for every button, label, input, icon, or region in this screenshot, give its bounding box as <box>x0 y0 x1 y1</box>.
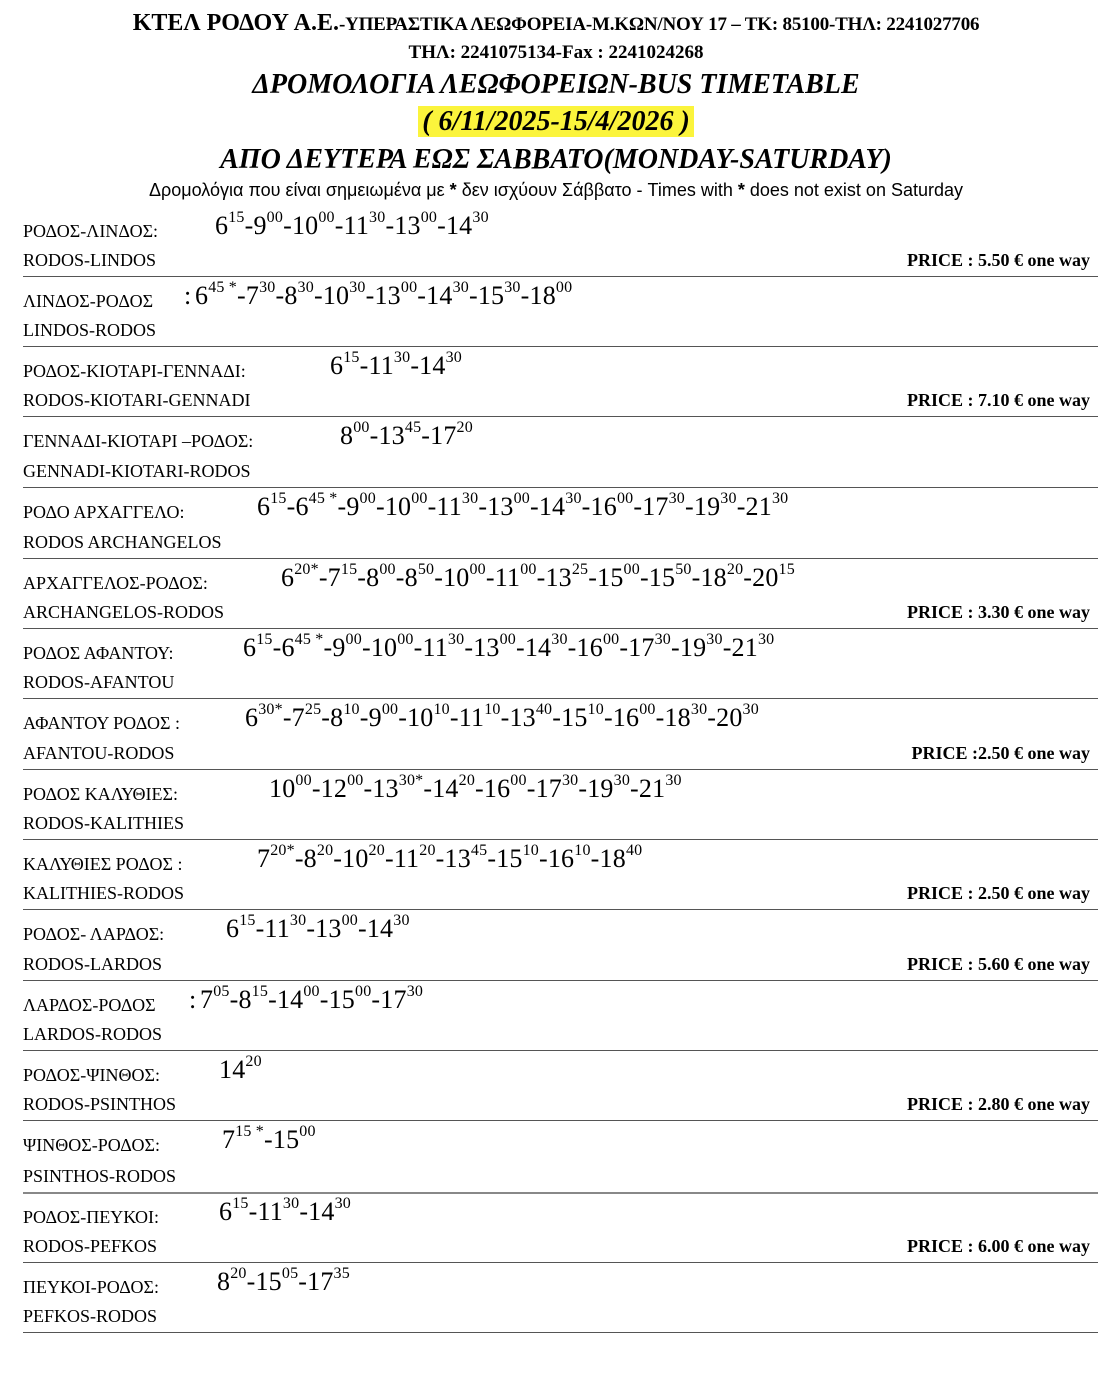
route-row <box>23 277 1098 347</box>
departure-minutes: 45 <box>470 842 488 859</box>
departure-hour: 7 <box>245 281 260 310</box>
departure-times: $6^{15}-11^{30}-13^{00}-14^{30}$ <box>226 912 410 943</box>
departure-times: $6^{20*}-7^{15}-8^{00}-8^{50}-10^{00}-11^{00}-13^{25}-15^{00}-15^{50}-18^{20}-20^{15}$ <box>281 561 795 592</box>
route-name-greek: ΡΟΔΟΣ ΚΑΛΥΘΙΕΣ: <box>23 784 178 804</box>
departure-minutes: 15 <box>251 983 269 1000</box>
departure-minutes: 05 <box>281 1265 299 1282</box>
route-name-english: KALITHIES-RODOS <box>23 883 184 903</box>
departure-minutes: 30 <box>706 631 723 648</box>
route-name-english: AFANTOU-RODOS <box>23 743 175 763</box>
departure-minutes: 30 <box>289 912 307 929</box>
departure-minutes: 50 <box>675 561 692 578</box>
route-name-greek: ΡΟΔΟ ΑΡΧΑΓΓΕΛΟ: <box>23 502 185 522</box>
route-name-greek: ΨΙΝΘΟΣ-ΡΟΔΟΣ: <box>23 1135 161 1155</box>
departure-hour: 17 <box>430 421 457 450</box>
departure-hour: 8 <box>330 703 344 732</box>
departure-hour: 13 <box>378 421 405 450</box>
departure-minutes: 00 <box>299 1123 316 1140</box>
departure-minutes: 30 <box>452 279 469 296</box>
departure-hour: 18 <box>529 281 556 310</box>
departure-hour: 6 <box>281 633 295 662</box>
departure-hour: 21 <box>745 492 772 521</box>
departure-hour: 11 <box>264 914 290 943</box>
departure-hour: 15 <box>561 703 588 732</box>
departure-hour: 9 <box>368 703 382 732</box>
route-name-english: RODOS-PEFKOS <box>23 1236 158 1256</box>
departure-minutes: 30 <box>757 631 775 648</box>
departure-hour: 15 <box>648 563 676 592</box>
route-name-english: PSINTHOS-RODOS <box>23 1166 177 1186</box>
departure-hour: 18 <box>599 844 626 873</box>
departure-hour: 17 <box>380 985 407 1014</box>
departure-hour: 16 <box>576 633 603 662</box>
departure-hour: 8 <box>284 281 298 310</box>
departure-hour: 13 <box>372 774 399 803</box>
departure-minutes: 30 <box>665 772 682 789</box>
departure-times: $6^{45 *}-7^{30}-8^{30}-10^{30}-13^{00}-14^{30}-15^{30}-18^{00}$ <box>195 279 573 310</box>
departure-minutes: 00 <box>381 701 399 718</box>
departure-minutes: 30 <box>771 490 789 507</box>
route-name-english: RODOS-KIOTARI-GENNADI <box>23 390 251 410</box>
departure-hour: 11 <box>257 1197 283 1226</box>
departure-minutes: 00 <box>295 772 312 789</box>
departure-hour: 19 <box>587 774 614 803</box>
departure-minutes: 00 <box>345 631 362 648</box>
departure-hour: 6 <box>257 492 271 521</box>
departure-minutes: 30 <box>720 490 737 507</box>
departure-hour: 10 <box>269 774 296 803</box>
note-part-a: Δρομολόγια που είναι σημειωμένα με <box>148 180 450 200</box>
route-name-greek: ΡΟΔΟΣ-ΠΕΥΚΟΙ: <box>23 1207 160 1227</box>
validity-period <box>0 106 1112 138</box>
departure-minutes: 00 <box>347 772 364 789</box>
departure-hour: 7 <box>327 563 341 592</box>
departure-minutes: 00 <box>623 561 640 578</box>
departure-minutes: 20 <box>458 772 476 789</box>
departure-hour: 8 <box>340 421 354 450</box>
departure-hour: 6 <box>215 211 229 240</box>
departure-minutes: 15 * <box>235 1123 265 1140</box>
departure-minutes: 15 <box>340 561 358 578</box>
note-part-b: δεν ισχύουν Σάββατο - Times with <box>456 180 738 200</box>
departure-times: $8^{00}-13^{45}-17^{20}$ <box>340 419 473 450</box>
departure-hour: 14 <box>432 774 459 803</box>
departure-hour: 14 <box>538 492 566 521</box>
departure-hour: 14 <box>426 281 453 310</box>
departure-hour: 11 <box>343 211 370 240</box>
departure-minutes: 00 <box>359 490 376 507</box>
departure-hour: 13 <box>444 844 471 873</box>
departure-hour: 18 <box>700 563 727 592</box>
departure-hour: 14 <box>308 1197 335 1226</box>
departure-minutes: 10 <box>433 701 450 718</box>
departure-times: $10^{00}-12^{00}-13^{30*}-14^{20}-16^{00}-17^{30}-19^{30}-21^{30}$ <box>269 772 682 803</box>
departure-minutes: 30 <box>393 349 411 366</box>
route-name-greek: ΡΟΔΟΣ- ΛΑΡΔΟΣ: <box>23 924 165 944</box>
departure-hour: 21 <box>731 633 758 662</box>
departure-hour: 8 <box>366 563 380 592</box>
company-details: -ΥΠΕΡΑΣΤΙΚΑ ΛΕΩΦΟΡΕΙΑ-Μ.ΚΩΝ/ΝΟΥ 17 – ΤΚ: 85100-ΤΗΛ: 2241027706 <box>338 14 980 35</box>
departure-minutes: 30 <box>472 209 489 226</box>
departure-hour: 8 <box>404 563 418 592</box>
departure-minutes: 20* <box>270 842 295 859</box>
route-row <box>23 840 1098 910</box>
route-price: PRICE : 5.60 € one way <box>907 954 1090 974</box>
departure-hour: 9 <box>332 633 346 662</box>
departure-minutes: 30 <box>393 912 410 929</box>
departure-minutes: 00 <box>303 983 320 1000</box>
route-price: PRICE : 5.50 € one way <box>907 250 1090 270</box>
departure-minutes: 40 <box>625 842 643 859</box>
departure-hour: 17 <box>535 774 562 803</box>
departure-minutes: 25 <box>571 561 589 578</box>
departure-hour: 13 <box>315 914 342 943</box>
note-star: * <box>737 180 745 200</box>
departure-minutes: 15 <box>228 209 245 226</box>
departure-hour: 14 <box>219 1055 246 1084</box>
departure-minutes: 00 <box>318 209 335 226</box>
departure-hour: 11 <box>422 633 448 662</box>
route-row <box>23 1051 1098 1121</box>
departure-minutes: 20 <box>316 842 334 859</box>
departure-minutes: 15 <box>270 490 287 507</box>
departure-minutes: 30 <box>565 490 582 507</box>
departure-hour: 16 <box>547 844 575 873</box>
departure-minutes: 00 <box>639 701 656 718</box>
departure-hour: 13 <box>545 563 572 592</box>
departure-times: $6^{15}-11^{30}-14^{30}$ <box>219 1195 351 1226</box>
route-row <box>23 910 1098 981</box>
departure-hour: 20 <box>716 703 743 732</box>
route-name-english: GENNADI-KIOTARI-RODOS <box>23 461 251 481</box>
route-name-english: LINDOS-RODOS <box>23 320 157 340</box>
note-part-c: does not exist on Saturday <box>744 180 963 200</box>
departure-hour: 9 <box>346 492 360 521</box>
departure-minutes: 00 <box>616 490 634 507</box>
route-row <box>23 1263 1098 1333</box>
departure-hour: 6 <box>226 914 240 943</box>
departure-hour: 14 <box>419 351 446 380</box>
route-name-english: ARCHANGELOS-RODOS <box>23 602 225 622</box>
departure-minutes: 15 <box>256 631 273 648</box>
departure-hour: 7 <box>222 1125 236 1154</box>
departure-minutes: 30 <box>447 631 465 648</box>
departure-minutes: 45 * <box>308 490 338 507</box>
route-colon: : <box>189 985 197 1014</box>
route-name-greek: ΑΦΑΝΤΟΥ ΡΟΔΟΣ : <box>23 713 180 733</box>
route-name-english: RODOS ARCHANGELOS <box>23 532 222 552</box>
departure-times: $6^{30*}-7^{25}-8^{10}-9^{00}-10^{10}-11^{10}-13^{40}-15^{10}-16^{00}-18^{30}-20^{30}$ <box>245 701 759 732</box>
departure-hour: 6 <box>219 1197 233 1226</box>
departure-minutes: 00 <box>411 490 428 507</box>
saturday-note <box>0 180 1112 201</box>
departure-minutes: 20* <box>294 561 319 578</box>
route-name-english: PEFKOS-RODOS <box>23 1306 158 1326</box>
route-row <box>23 699 1098 770</box>
departure-minutes: 00 <box>513 490 530 507</box>
departure-hour: 19 <box>679 633 707 662</box>
timetable-title: ΔΡΟΜΟΛΟΓΙΑ ΛΕΩΦΟΡΕΙΩΝ-BUS TIMETABLE <box>252 69 860 100</box>
validity-period-highlight: ( 6/11/2025-15/4/2026 ) <box>418 106 694 137</box>
route-row <box>23 981 1098 1051</box>
route-row <box>23 488 1098 559</box>
departure-hour: 15 <box>328 985 356 1014</box>
departure-hour: 15 <box>477 281 505 310</box>
route-row <box>23 1193 1098 1263</box>
departure-hour: 16 <box>612 703 640 732</box>
route-row <box>23 559 1098 629</box>
route-row <box>23 347 1098 417</box>
route-name-english: RODOS-LARDOS <box>23 954 163 974</box>
departure-minutes: 30* <box>398 772 424 789</box>
departure-hour: 7 <box>291 703 305 732</box>
departure-hour: 13 <box>473 633 500 662</box>
route-row <box>23 629 1098 699</box>
departure-times: $7^{05}-8^{15}-14^{00}-15^{00}-17^{30}$ <box>200 983 424 1014</box>
departure-times: $6^{15}-11^{30}-14^{30}$ <box>330 349 462 380</box>
departure-hour: 14 <box>366 914 394 943</box>
departure-hour: 21 <box>638 774 666 803</box>
departure-hour: 13 <box>374 281 401 310</box>
departure-minutes: 05 <box>213 983 230 1000</box>
departure-hour: 6 <box>245 703 259 732</box>
departure-hour: 10 <box>384 492 412 521</box>
departure-minutes: 30 <box>282 1195 300 1212</box>
route-name-greek: ΚΑΛΥΘΙΕΣ ΡΟΔΟΣ : <box>23 854 183 874</box>
route-name-english: RODOS-PSINTHOS <box>23 1094 177 1114</box>
departure-minutes: 20 <box>230 1265 247 1282</box>
route-price: PRICE : 2.80 € one way <box>907 1094 1090 1114</box>
company-name: ΚΤΕΛ ΡΟΔΟΥ Α.Ε. <box>132 10 339 36</box>
departure-minutes: 20 <box>419 842 436 859</box>
departure-minutes: 30 <box>406 983 424 1000</box>
route-name-greek: ΛΑΡΔΟΣ-ΡΟΔΟΣ <box>23 995 156 1015</box>
departure-minutes: 00 <box>353 419 370 436</box>
departure-minutes: 10 <box>484 701 501 718</box>
departure-hour: 11 <box>368 351 394 380</box>
departure-minutes: 35 <box>333 1265 350 1282</box>
route-name-greek: ΛΙΝΔΟΣ-ΡΟΔΟΣ <box>23 291 154 311</box>
departure-minutes: 30 <box>690 701 708 718</box>
departure-minutes: 50 <box>417 561 435 578</box>
departure-minutes: 00 <box>510 772 527 789</box>
route-name-greek: ΡΟΔΟΣ-ΨΙΝΘΟΣ: <box>23 1065 161 1085</box>
departure-hour: 11 <box>436 492 462 521</box>
departure-hour: 7 <box>200 985 214 1014</box>
departure-hour: 6 <box>295 492 309 521</box>
departure-minutes: 00 <box>499 631 516 648</box>
departure-minutes: 30 <box>742 701 759 718</box>
departure-minutes: 00 <box>266 209 284 226</box>
departure-times <box>219 1055 262 1085</box>
departure-minutes: 20 <box>456 419 473 436</box>
departure-hour: 18 <box>664 703 691 732</box>
departure-minutes: 00 <box>379 561 396 578</box>
departure-minutes: 30 <box>613 772 631 789</box>
company-header <box>0 10 1112 37</box>
route-name-greek: ΓΕΝΝΑΔΙ-ΚΙΟΤΑΡΙ –ΡΟΔΟΣ: <box>23 431 254 451</box>
departure-minutes: 00 <box>469 561 486 578</box>
departure-hour: 6 <box>330 351 344 380</box>
departure-minutes: 30 <box>297 279 314 296</box>
departure-minutes: 45 <box>404 419 422 436</box>
route-row <box>23 207 1098 277</box>
departure-minutes: 30 <box>369 209 386 226</box>
departure-times: $7^{15 *}-15^{00}$ <box>222 1123 316 1154</box>
departure-minutes: 00 <box>400 279 418 296</box>
departure-hour: 11 <box>393 844 420 873</box>
departure-hour: 10 <box>342 844 369 873</box>
route-name-greek: ΡΟΔΟΣ-ΛΙΝΔΟΣ: <box>23 221 159 241</box>
route-name-english: RODOS-LINDOS <box>23 250 157 270</box>
departure-hour: 6 <box>243 633 257 662</box>
departure-minutes: 00 <box>602 631 620 648</box>
departure-hour: 17 <box>642 492 669 521</box>
departure-minutes: 30 <box>349 279 366 296</box>
route-name-greek: ΡΟΔΟΣ ΑΦΑΝΤΟΥ: <box>23 643 174 663</box>
departure-minutes: 00 <box>397 631 414 648</box>
route-price: PRICE : 2.50 € one way <box>907 883 1090 903</box>
departure-hour: 12 <box>320 774 348 803</box>
departure-minutes: 30 <box>668 490 686 507</box>
departure-minutes: 30 <box>654 631 672 648</box>
departure-times: $6^{15}-6^{45 *}-9^{00}-10^{00}-11^{30}-13^{00}-14^{30}-16^{00}-17^{30}-19^{30}-21^{30}$ <box>257 490 789 521</box>
departure-minutes: 10 <box>343 701 360 718</box>
departure-hour: 15 <box>255 1267 282 1296</box>
departure-hour: 17 <box>628 633 655 662</box>
departure-times: $8^{20}-15^{05}-17^{35}$ <box>217 1265 350 1296</box>
departure-times: $6^{15}-6^{45 *}-9^{00}-10^{00}-11^{30}-13^{00}-14^{30}-16^{00}-17^{30}-19^{30}-21^{30}$ <box>243 631 775 662</box>
route-row <box>23 1121 1098 1194</box>
departure-hour: 15 <box>597 563 624 592</box>
departure-minutes: 30 <box>334 1195 351 1212</box>
departure-minutes: 30 <box>461 490 479 507</box>
departure-hour: 7 <box>257 844 271 873</box>
route-price: PRICE : 6.00 € one way <box>907 1236 1090 1256</box>
departure-minutes: 30 <box>561 772 579 789</box>
departure-hour: 19 <box>693 492 721 521</box>
departure-times: $6^{15}-9^{00}-10^{00}-11^{30}-13^{00}-14^{30}$ <box>215 209 489 240</box>
route-name-english: LARDOS-RODOS <box>23 1024 163 1044</box>
departure-minutes: 30 <box>551 631 568 648</box>
departure-minutes: 15 <box>239 912 256 929</box>
departure-hour: 17 <box>307 1267 334 1296</box>
departure-minutes: 25 <box>304 701 322 718</box>
departure-hour: 6 <box>195 281 209 310</box>
departure-hour: 20 <box>752 563 779 592</box>
departure-hour: 14 <box>445 211 473 240</box>
departure-minutes: 20 <box>726 561 744 578</box>
route-price: PRICE : 3.30 € one way <box>907 602 1090 622</box>
departure-minutes: 15 <box>343 349 360 366</box>
departure-hour: 15 <box>496 844 523 873</box>
departure-minutes: 00 <box>341 912 358 929</box>
departure-minutes: 15 <box>778 561 795 578</box>
departure-minutes: 20 <box>245 1053 262 1070</box>
departure-hour: 10 <box>291 211 319 240</box>
departure-hour: 8 <box>217 1267 231 1296</box>
departure-minutes: 45 * <box>294 631 324 648</box>
departure-hour: 13 <box>487 492 514 521</box>
departure-minutes: 10 <box>522 842 539 859</box>
route-price: PRICE :2.50 € one way <box>911 743 1090 763</box>
departure-hour: 6 <box>281 563 295 592</box>
departure-hour: 16 <box>483 774 511 803</box>
route-price: PRICE : 7.10 € one way <box>907 390 1090 410</box>
departure-minutes: 00 <box>520 561 537 578</box>
departure-minutes: 30 <box>445 349 462 366</box>
departure-minutes: 00 <box>355 983 372 1000</box>
departure-hour: 14 <box>524 633 552 662</box>
route-name-greek: ΡΟΔΟΣ-ΚΙΟΤΑΡΙ-ΓΕΝΝΑΔΙ: <box>23 361 246 381</box>
departure-hour: 11 <box>458 703 485 732</box>
departure-hour: 13 <box>394 211 421 240</box>
departure-hour: 11 <box>494 563 521 592</box>
departure-hour: 14 <box>276 985 304 1014</box>
departure-minutes: 00 <box>555 279 573 296</box>
departure-minutes: 10 <box>587 701 604 718</box>
departure-hour: 10 <box>370 633 398 662</box>
departure-hour: 16 <box>590 492 617 521</box>
departure-minutes: 45 * <box>208 279 238 296</box>
route-row <box>23 770 1098 840</box>
departure-minutes: 40 <box>535 701 553 718</box>
route-name-greek: ΠΕΥΚΟΙ-ΡΟΔΟΣ: <box>23 1277 160 1297</box>
departure-hour: 10 <box>407 703 434 732</box>
departure-hour: 10 <box>443 563 470 592</box>
route-colon: : <box>184 281 192 310</box>
note-star: * <box>449 180 457 200</box>
departure-minutes: 30* <box>258 701 283 718</box>
route-name-english: RODOS-AFANTOU <box>23 672 175 692</box>
departure-hour: 9 <box>253 211 267 240</box>
route-name-greek: ΑΡΧΑΓΓΕΛΟΣ-ΡΟΔΟΣ: <box>23 573 208 593</box>
days-of-operation: ΑΠΟ ΔΕΥΤΕΡΑ ΕΩΣ ΣΑΒΒΑΤΟ(MONDAY-SATURDAY) <box>220 144 892 175</box>
phone-fax: ΤΗΛ: 2241075134-Fax : 2241024268 <box>408 42 704 63</box>
route-name-english: RODOS-KALITHIES <box>23 813 184 833</box>
departure-times: $7^{20*}-8^{20}-10^{20}-11^{20}-13^{45}-15^{10}-16^{10}-18^{40}$ <box>257 842 643 873</box>
departure-minutes: 15 <box>232 1195 249 1212</box>
departure-hour: 13 <box>509 703 536 732</box>
departure-hour: 8 <box>238 985 252 1014</box>
departure-hour: 8 <box>303 844 317 873</box>
departure-minutes: 10 <box>574 842 591 859</box>
departure-hour: 15 <box>272 1125 300 1154</box>
departure-minutes: 30 <box>259 279 276 296</box>
departure-minutes: 20 <box>368 842 385 859</box>
departure-minutes: 30 <box>504 279 521 296</box>
departure-minutes: 00 <box>420 209 438 226</box>
departure-hour: 10 <box>322 281 350 310</box>
route-row <box>23 417 1098 488</box>
